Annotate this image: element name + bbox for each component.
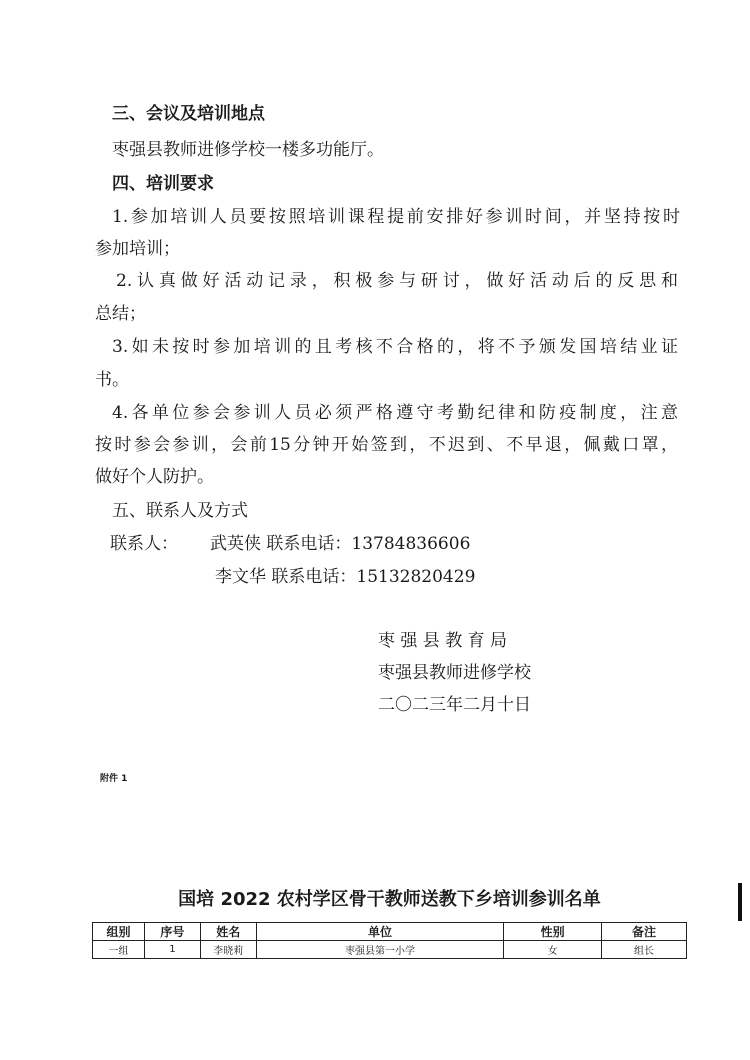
signature-date: 二〇二三年二月十日: [378, 695, 531, 715]
requirement-2-line-2: 总结；: [95, 304, 146, 324]
contact-label: 联系人：: [110, 534, 178, 554]
header-gender: 性别: [504, 923, 602, 941]
header-remark: 备注: [602, 923, 687, 941]
cell-number: 1: [144, 941, 200, 959]
requirement-3-line-1: 3.如未按时参加培训的且考核不合格的，将不予颁发国培结业证: [112, 337, 678, 357]
cell-group: 一组: [93, 941, 145, 959]
requirements-heading: 四、培训要求: [112, 174, 214, 194]
requirement-1-line-2: 参加培训；: [95, 239, 180, 259]
signature-org-1: 枣 强 县 教 育 局: [378, 631, 508, 651]
cell-remark: 组长: [602, 941, 687, 959]
requirement-4-line-3: 做好个人防护。: [95, 467, 214, 487]
requirement-3-line-2: 书。: [95, 370, 129, 390]
roster-title: 国培 2022 农村学区骨干教师送教下乡培训参训名单: [178, 889, 601, 910]
venue-text: 枣强县教师进修学校一楼多功能厅。: [112, 140, 384, 160]
requirement-2-line-1: 2.认真做好活动记录，积极参与研讨，做好活动后的反思和: [116, 271, 678, 291]
cell-name: 李晓莉: [200, 941, 256, 959]
table-row: [93, 941, 687, 959]
contact-person-2: 李文华 联系电话：15132820429: [215, 567, 476, 587]
header-group: 组别: [93, 923, 145, 941]
requirement-1-line-1: 1.参加培训人员要按照培训课程提前安排好参训时间，并坚持按时: [112, 207, 680, 227]
cell-unit: 枣强县第一小学: [256, 941, 504, 959]
requirement-4-line-1: 4.各单位参会参训人员必须严格遵守考勤纪律和防疫制度，注意: [112, 403, 678, 423]
attachment-label: 附件 1: [100, 774, 128, 784]
header-name: 姓名: [200, 923, 256, 941]
cell-gender: 女: [504, 941, 602, 959]
roster-header-row: [93, 923, 687, 941]
header-unit: 单位: [256, 923, 504, 941]
header-number: 序号: [144, 923, 200, 941]
signature-org-2: 枣强县教师进修学校: [378, 663, 531, 683]
requirement-4-line-2: 按时参会参训，会前15分钟开始签到，不迟到、不早退，佩戴口罩，: [95, 435, 678, 455]
page-edge-bar: [738, 883, 742, 921]
venue-heading: 三、会议及培训地点: [112, 104, 265, 124]
contact-person-1: 武英侠 联系电话：13784836606: [210, 534, 471, 554]
roster-table: [92, 922, 687, 959]
contact-heading: 五、联系人及方式: [112, 501, 248, 521]
